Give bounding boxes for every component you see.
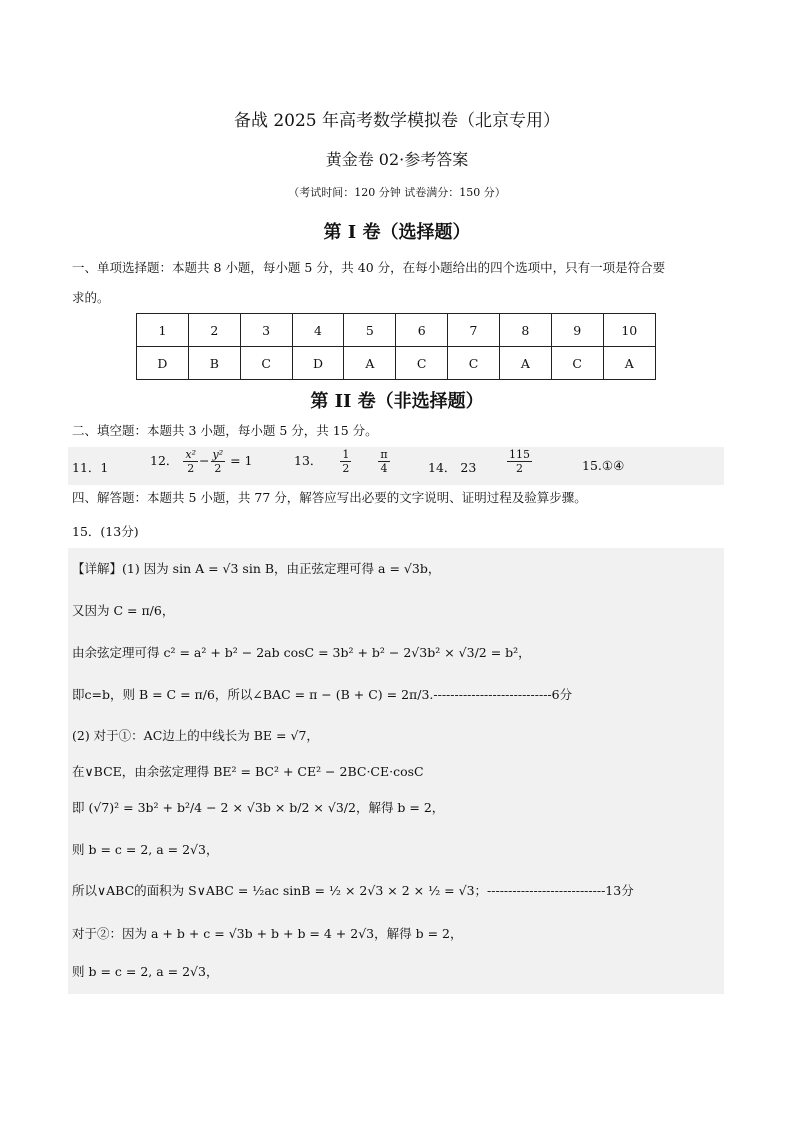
fraction-x2-over-2: $\frac{\text{x²}}{2}$ <box>185 448 197 475</box>
answer-number: 3 <box>240 314 292 347</box>
solve-instruction: 四、解答题：本题共 5 小题，共 77 分，解答应写出必要的文字说明、证明过程及验算步骤。 <box>72 490 587 505</box>
part1-instruction-cont: 求的。 <box>72 290 110 305</box>
page-title: 备战 2025 年高考数学模拟卷（北京专用） <box>233 111 561 131</box>
solution-line-6: 在∨BCE，由余弦定理得 BE² = BC² + CE² − 2BC·CE·cosC <box>72 764 424 779</box>
fill-q12-label: 12． <box>150 453 179 468</box>
fill-q12: 12． $\frac{\text{x²}}{2}$ − $\frac{\text{y²}}{2}$ = 1 <box>150 448 253 475</box>
answer-number: 1 <box>137 314 189 347</box>
answer-choice: D <box>292 347 344 380</box>
answer-number: 6 <box>396 314 448 347</box>
fraction-1-over-2: $\frac{1}{2}$ <box>342 448 350 475</box>
part2-heading: 第 II 卷（非选择题） <box>310 391 484 412</box>
exam-note: （考试时间：120 分钟 试卷满分：150 分） <box>288 186 506 199</box>
part1-heading: 第 I 卷（选择题） <box>323 222 471 243</box>
fraction-y2-over-2: $\frac{\text{y²}}{2}$ <box>212 448 224 475</box>
solution-line-4: 即c=b，则 B = C = π/6，所以∠BAC = π − (B + C) = 2π/3.----------------------------6分 <box>72 687 573 702</box>
answer-number: 8 <box>499 314 551 347</box>
fraction-pi-over-4: $\frac{\pi}{4}$ <box>380 448 388 475</box>
answer-choice: C <box>240 347 292 380</box>
answer-table-number-row <box>137 314 656 347</box>
solution-line-11: 则 b = c = 2, a = 2√3， <box>72 964 219 979</box>
page-subtitle: 黄金卷 02·参考答案 <box>325 150 469 169</box>
fill-instruction: 二、填空题：本题共 3 小题，每小题 5 分，共 15 分。 <box>72 423 378 438</box>
answer-choice: C <box>396 347 448 380</box>
solution-line-8: 则 b = c = 2, a = 2√3， <box>72 842 219 857</box>
answer-choice: A <box>499 347 551 380</box>
fill-q13-label: 13． <box>294 453 323 468</box>
fill-q11: 11．1 <box>72 460 109 475</box>
solution-line-10: 对于②：因为 a + b + c = √3b + b + b = 4 + 2√3，解得 b = 2， <box>72 926 463 941</box>
problem-15-label: 15．(13分) <box>72 524 139 539</box>
answer-choice: A <box>344 347 396 380</box>
answer-number: 5 <box>344 314 396 347</box>
answer-number: 2 <box>188 314 240 347</box>
fill-q13 <box>294 448 391 475</box>
answer-number: 7 <box>448 314 500 347</box>
answer-choice: A <box>603 347 655 380</box>
answer-choice: C <box>448 347 500 380</box>
answer-choice: D <box>137 347 189 380</box>
solution-line-9: 所以∨ABC的面积为 S∨ABC = ½ac sinB = ½ × 2√3 × 2 × ½ = √3；----------------------------13分 <box>72 883 634 898</box>
answer-table-answer-row <box>137 347 656 380</box>
answer-choice: C <box>551 347 603 380</box>
solution-line-1: 【详解】(1) 因为 sin A = √3 sin B，由正弦定理可得 a = √3b， <box>72 561 441 576</box>
answer-number: 9 <box>551 314 603 347</box>
fill-q14-fraction <box>506 448 533 475</box>
answer-table <box>136 313 656 380</box>
solution-line-3: 由余弦定理可得 c² = a² + b² − 2ab cosC = 3b² + b² − 2√3b² × √3/2 = b²， <box>72 645 531 660</box>
solution-line-7: 即 (√7)² = 3b² + b²/4 − 2 × √3b × b/2 × √3/2，解得 b = 2， <box>72 800 445 815</box>
answer-choice: B <box>188 347 240 380</box>
answer-number: 4 <box>292 314 344 347</box>
fill-q14: 14． 23 <box>428 460 477 475</box>
solution-line-2: 又因为 C = π/6， <box>72 603 175 618</box>
part1-instruction: 一、单项选择题：本题共 8 小题，每小题 5 分，共 40 分，在每小题给出的四个选项中，只有一项是符合要 <box>72 260 666 275</box>
fraction-115-over-2: $\frac{115}{2}$ <box>509 448 530 475</box>
answer-number: 10 <box>603 314 655 347</box>
solution-line-5: (2) 对于①：AC边上的中线长为 BE = √7， <box>72 728 319 743</box>
fill-q15: 15.①④ <box>582 458 625 473</box>
fill-q12-eq: = 1 <box>230 453 253 468</box>
